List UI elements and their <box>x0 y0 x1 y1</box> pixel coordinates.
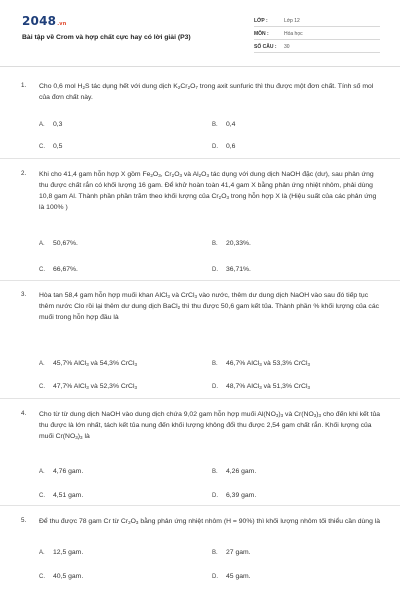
subscript: 3 <box>313 413 317 418</box>
answer-option[interactable] <box>212 383 310 390</box>
text-run: ) <box>316 411 319 418</box>
text-run: O <box>174 171 180 178</box>
option-text <box>226 121 235 128</box>
text-run: Để thu được 78 gam Cr từ Cr <box>39 518 129 525</box>
subscript: 3 <box>318 413 322 418</box>
text-run: 46,7% AlCl <box>226 360 260 367</box>
document-title: Bài tập về Crom và hợp chất cực hay có lời giải (P3) <box>22 34 191 41</box>
subscript: 3 <box>167 294 170 299</box>
text-run: 36,71%. <box>226 266 251 273</box>
meta-value: Lớp 12 <box>284 18 300 24</box>
question-number: 4. <box>21 410 27 417</box>
question-text <box>39 290 383 323</box>
option-letter: A. <box>39 241 45 247</box>
option-text <box>53 549 83 556</box>
text-run: 40,5 gam. <box>53 573 84 580</box>
option-letter: B. <box>212 241 218 247</box>
option-text <box>226 143 235 150</box>
subscript: 3 <box>194 294 197 299</box>
text-run: 4,76 gam. <box>53 468 84 475</box>
text-run: bằng phản ứng nhiệt nhôm (H = 90%) thì khối lượng nhôm tối thiểu cần dùng là <box>138 518 381 525</box>
text-run: 50,67%. <box>53 240 78 247</box>
answer-option[interactable] <box>212 266 251 273</box>
option-text <box>53 492 83 499</box>
option-text <box>53 266 78 273</box>
option-text <box>53 383 137 390</box>
text-run: 0,3 <box>53 121 63 128</box>
subscript: 2 <box>198 173 202 178</box>
option-text <box>53 468 83 475</box>
text-run: O <box>221 193 227 200</box>
answer-option[interactable] <box>212 143 235 150</box>
subscript: 3 <box>259 385 262 390</box>
subscript: 2 <box>177 305 181 310</box>
text-run: và 53,3% CrCl <box>261 360 308 367</box>
text-run: 12,5 gam. <box>53 549 84 556</box>
text-run: Cho 0,6 mol H <box>39 83 83 90</box>
subscript: 3 <box>259 362 262 367</box>
meta-value: Hóa học <box>284 31 303 37</box>
option-text <box>226 573 251 580</box>
text-run: thì thu được 50,6 gam kết tủa. Thành phần % khối lượng của các muối trong hỗn hợp đầu là <box>39 303 380 321</box>
text-run: trong axit sunfuric thì thu được một đơn chất. Tính số mol của đơn chất này. <box>39 83 374 101</box>
meta-key: SỐ CÂU : <box>254 44 277 50</box>
site-logo[interactable] <box>22 14 67 28</box>
subscript: 3 <box>226 195 229 200</box>
answer-option[interactable] <box>212 240 251 247</box>
option-letter: C. <box>39 144 45 150</box>
subscript: 3 <box>80 435 83 440</box>
option-letter: A. <box>39 361 45 367</box>
subscript: 2 <box>150 173 153 178</box>
text-run: 0,5 <box>53 143 63 150</box>
text-run: vào nước, thêm dư dung dịch NaOH vào sau đó tiếp tục thêm nước Clo rồi lại thêm dư dung dịch BaCl <box>39 292 369 310</box>
logo-text: 2048 <box>22 14 57 28</box>
document-meta <box>254 17 380 56</box>
text-run: và Al <box>182 171 199 178</box>
text-run: và 54,3% CrCl <box>88 360 135 367</box>
question-divider <box>0 280 400 281</box>
text-run: Khi cho 41,4 gam hỗn hợp X gồm Fe <box>39 171 151 178</box>
answer-option[interactable] <box>39 383 137 390</box>
option-letter: D. <box>212 267 218 273</box>
text-run: là <box>82 433 90 440</box>
option-letter: D. <box>212 493 218 499</box>
text-run: và 52,3% CrCl <box>88 383 135 390</box>
subscript: 3 <box>135 520 139 525</box>
option-text <box>226 468 256 475</box>
text-run: 4,51 gam. <box>53 492 84 499</box>
question-divider <box>0 158 400 159</box>
option-letter: C. <box>39 267 45 273</box>
text-run: cho đến khi kết tủa thu được là lớn nhất, tách kết tủa nung đến khối lượng không đổi thu được 2,54 gam chất rắn. Khối lượng của muối Cr(NO <box>39 411 381 440</box>
text-run: tác dụng với dung dịch NaOH đặc (dư), sau phản ứng thu được chất rắn có khối lượng 16 gam. Để khử hoàn toàn 41,4 gam X bằng phản ứng nhiệt nhôm, phải dùng 10,8 gam Al. Thành phần phần trăm theo khối lượng của Cr <box>39 171 374 200</box>
text-run: ) <box>278 411 281 418</box>
page-header <box>0 0 400 67</box>
text-run: S tác dụng hết với dung dịch K <box>84 83 178 90</box>
answer-option[interactable] <box>39 143 62 150</box>
answer-option[interactable] <box>39 121 62 128</box>
option-letter: C. <box>39 493 45 499</box>
subscript: 2 <box>171 173 175 178</box>
meta-row-class <box>254 17 380 27</box>
text-run: Hòa tan 58,4 gam hỗn hợp muối khan AlCl <box>39 292 168 299</box>
question-number: 5. <box>21 517 27 524</box>
option-text <box>226 360 310 367</box>
question-text <box>39 516 383 527</box>
subscript: 3 <box>280 413 284 418</box>
question-number: 2. <box>21 170 27 177</box>
question-number: 3. <box>21 291 27 298</box>
subscript: 3 <box>179 173 182 178</box>
subscript: 3 <box>158 173 161 178</box>
subscript: 2 <box>177 85 181 90</box>
meta-key: LỚP : <box>254 18 268 24</box>
option-text <box>226 266 251 273</box>
logo-suffix: .vn <box>57 21 67 27</box>
answer-option[interactable] <box>39 266 78 273</box>
option-letter: C. <box>39 574 45 580</box>
option-letter: D. <box>212 144 218 150</box>
option-letter: A. <box>39 550 45 556</box>
question-divider <box>0 505 400 506</box>
text-run: và 51,3% CrCl <box>261 383 308 390</box>
text-run: O <box>190 83 196 90</box>
option-letter: D. <box>212 384 218 390</box>
answer-option[interactable] <box>39 468 83 475</box>
meta-value: 30 <box>284 44 290 50</box>
text-run: và Cr(NO <box>283 411 314 418</box>
option-letter: B. <box>212 469 218 475</box>
text-run: Cr <box>180 83 188 90</box>
meta-row-count <box>254 43 380 53</box>
option-letter: D. <box>212 574 218 580</box>
answer-option[interactable] <box>212 573 251 580</box>
subscript: 3 <box>275 413 279 418</box>
question-divider <box>0 398 400 399</box>
option-letter: A. <box>39 469 45 475</box>
answer-option[interactable] <box>212 360 310 367</box>
text-run: 66,67%. <box>53 266 78 273</box>
text-run: 27 gam. <box>226 549 251 556</box>
answer-option[interactable] <box>39 492 83 499</box>
option-letter: A. <box>39 122 45 128</box>
text-run: 0,4 <box>226 121 236 128</box>
question-text <box>39 169 383 213</box>
text-run: 4,26 gam. <box>226 468 257 475</box>
subscript: 3 <box>134 362 137 367</box>
question-number: 1. <box>21 82 27 89</box>
subscript: 3 <box>206 173 209 178</box>
option-text <box>53 121 62 128</box>
text-run: O <box>152 171 159 178</box>
subscript: 3 <box>134 385 137 390</box>
question-text <box>39 409 383 442</box>
meta-row-subject <box>254 30 380 40</box>
text-run: và CrCl <box>169 292 195 299</box>
text-run: 45 gam. <box>226 573 251 580</box>
option-letter: C. <box>39 384 45 390</box>
text-run: ) <box>77 433 81 440</box>
answer-option[interactable] <box>39 240 78 247</box>
option-text <box>226 240 251 247</box>
text-run: O <box>130 518 136 525</box>
subscript: 7 <box>195 85 198 90</box>
subscript: 2 <box>218 195 222 200</box>
option-letter: B. <box>212 361 218 367</box>
text-run: 6,39 gam. <box>226 492 257 499</box>
answer-option[interactable] <box>39 549 83 556</box>
option-letter: B. <box>212 550 218 556</box>
subscript: 2 <box>187 85 191 90</box>
answer-option[interactable] <box>212 549 251 556</box>
option-text <box>53 360 137 367</box>
option-text <box>53 573 83 580</box>
subscript: 3 <box>307 385 310 390</box>
subscript: 3 <box>86 385 89 390</box>
subscript: 3 <box>307 362 310 367</box>
option-text <box>226 383 310 390</box>
option-text <box>53 240 78 247</box>
option-text <box>53 143 62 150</box>
question-text <box>39 81 383 103</box>
text-run: 0,6 <box>226 143 236 150</box>
answer-option[interactable] <box>212 121 235 128</box>
text-run: 48,7% AlCl <box>226 383 260 390</box>
answer-option[interactable] <box>212 492 256 499</box>
option-letter: B. <box>212 122 218 128</box>
subscript: 3 <box>86 362 89 367</box>
text-run: , Cr <box>160 171 172 178</box>
subscript: 3 <box>75 435 78 440</box>
option-text <box>226 492 256 499</box>
subscript: 2 <box>128 520 131 525</box>
answer-option[interactable] <box>39 573 83 580</box>
text-run: 20,33%. <box>226 240 251 247</box>
answer-option[interactable] <box>39 360 137 367</box>
text-run: 47,7% AlCl <box>53 383 87 390</box>
text-run: Cho từ từ dung dịch NaOH vào dung dịch chứa 9,02 gam hỗn hợp muối Al(NO <box>39 411 276 418</box>
text-run: 45,7% AlCl <box>53 360 87 367</box>
answer-option[interactable] <box>212 468 256 475</box>
option-text <box>226 549 251 556</box>
meta-key: MÔN : <box>254 31 269 37</box>
text-run: O <box>201 171 207 178</box>
text-run: trong hỗn hợp X là (Hiệu suất của các phản ứng là 100% ) <box>39 193 377 211</box>
subscript: 2 <box>82 85 85 90</box>
